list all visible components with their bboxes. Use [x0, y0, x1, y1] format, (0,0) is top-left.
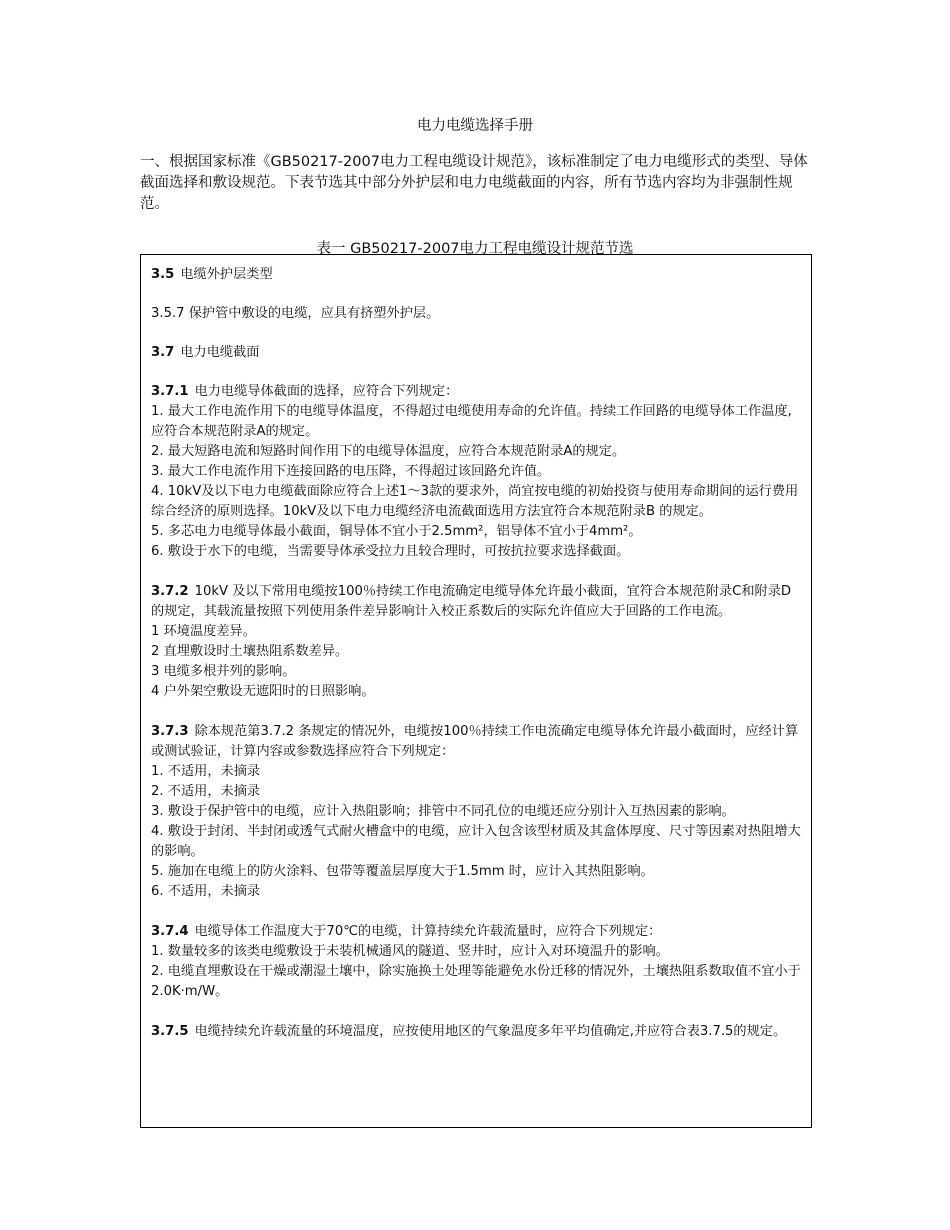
- clause-title: 电缆持续允许载流量的环境温度，应按使用地区的气象温度多年平均值确定,并应符合表3.7.5的规定。: [194, 1024, 787, 1039]
- list-item: 1. 不适用，未摘录: [151, 764, 261, 779]
- clause-3-7-4-heading: [151, 922, 801, 942]
- section-heading-3-7: [151, 343, 801, 363]
- clause-number: 3.7.4: [151, 924, 189, 939]
- table-caption: 表一 GB50217-2007电力工程电缆设计规范节选: [316, 241, 634, 257]
- list-item: 3. 敷设于保护管中的电缆，应计入热阻影响；排管中不同孔位的电缆还应分别计入互热因素的影响。: [151, 804, 735, 819]
- clause-title: 电缆导体工作温度大于70℃的电缆，计算持续允许载流量时，应符合下列规定：: [194, 924, 662, 939]
- clause-title: 10kV 及以下常用电缆按100％持续工作电流确定电缆导体允许最小截面，宜符合本规范附录C和附录D 的规定，其载流量按照下列使用条件差异影响计入校正系数后的实际允许值应大于回路的工作电流。: [151, 584, 792, 619]
- list-item: 3 电缆多根并列的影响。: [151, 664, 296, 679]
- section-title: 电缆外护层类型: [180, 267, 273, 282]
- section-number: 3.5: [151, 267, 175, 282]
- intro-paragraph: 一、根据国家标准《GB50217-2007电力工程电缆设计规范》，该标准制定了电力电缆形式的类型、导体截面选择和敷设规范。下表节选其中部分外护层和电力电缆截面的内容，所有节选内容均为非强制性规范。: [140, 154, 808, 212]
- clause-number: 3.7.1: [151, 384, 189, 399]
- list-item: 6. 不适用，未摘录: [151, 884, 261, 899]
- list-item: 2 直埋敷设时土壤热阻系数差异。: [151, 644, 349, 659]
- clause-3-7-5-heading: [151, 1022, 801, 1042]
- list-item: 2. 最大短路电流和短路时间作用下的电缆导体温度，应符合本规范附录A的规定。: [151, 444, 626, 459]
- clause-title: 除本规范第3.7.2 条规定的情况外，电缆按100％持续工作电流确定电缆导体允许最小截面时，应经计算或测试验证，计算内容或参数选择应符合下列规定：: [151, 724, 799, 759]
- list-item: 1. 数量较多的该类电缆敷设于未装机械通风的隧道、竖井时，应计入对环境温升的影响。: [151, 944, 669, 959]
- list-item: 5. 施加在电缆上的防火涂料、包带等覆盖层厚度大于1.5mm 时，应计入其热阻影响。: [151, 864, 654, 879]
- list-item: 6. 敷设于水下的电缆，当需要导体承受拉力且较合理时，可按抗拉要求选择截面。: [151, 544, 630, 559]
- list-item: 1. 最大工作电流作用下的电缆导体温度，不得超过电缆使用寿命的允许值。持续工作回路的电缆导体工作温度,应符合本规范附录A的规定。: [151, 404, 792, 439]
- list-item: 4 户外架空敷设无遮阳时的日照影响。: [151, 684, 375, 699]
- clause-3-7-3-heading: [151, 722, 801, 762]
- list-item: 1 环境温度差异。: [151, 624, 256, 639]
- clause-3-7-2-heading: [151, 582, 801, 622]
- excerpt-table: [140, 254, 812, 1128]
- list-item: 5. 多芯电力电缆导体最小截面，铜导体不宜小于2.5mm²，铝导体不宜小于4mm²。: [151, 524, 642, 539]
- section-title: 电力电缆截面: [180, 345, 260, 360]
- document-title: 电力电缆选择手册: [417, 118, 533, 134]
- list-item: 2. 电缆直埋敷设在干燥或潮湿土壤中，除实施换土处理等能避免水份迁移的情况外，土壤热阻系数取值不宜小于2.0K·m/W。: [151, 964, 801, 999]
- clause-title: 电力电缆导体截面的选择，应符合下列规定：: [194, 384, 459, 399]
- clause-number: 3.7.5: [151, 1024, 189, 1039]
- clause-3-5-7: 3.5.7 保护管中敷设的电缆，应具有挤塑外护层。: [151, 306, 440, 321]
- clause-number: 3.7.3: [151, 724, 189, 739]
- list-item: 2. 不适用，未摘录: [151, 784, 261, 799]
- clause-number: 3.7.2: [151, 584, 189, 599]
- section-heading-3-5: [151, 265, 801, 285]
- list-item: 4. 敷设于封闭、半封闭或透气式耐火槽盒中的电缆，应计入包含该型材质及其盒体厚度、尺寸等因素对热阻增大的影响。: [151, 824, 801, 859]
- section-number: 3.7: [151, 345, 175, 360]
- list-item: 3. 最大工作电流作用下连接回路的电压降，不得超过该回路允许值。: [151, 464, 551, 479]
- list-item: 4. 10kV及以下电力电缆截面除应符合上述1～3款的要求外，尚宜按电缆的初始投资与使用寿命期间的运行费用综合经济的原则选择。10kV及以下电力电缆经济电流截面选用方法宜符合本规范附录B 的规定。: [151, 484, 799, 519]
- clause-3-7-1-heading: [151, 382, 801, 402]
